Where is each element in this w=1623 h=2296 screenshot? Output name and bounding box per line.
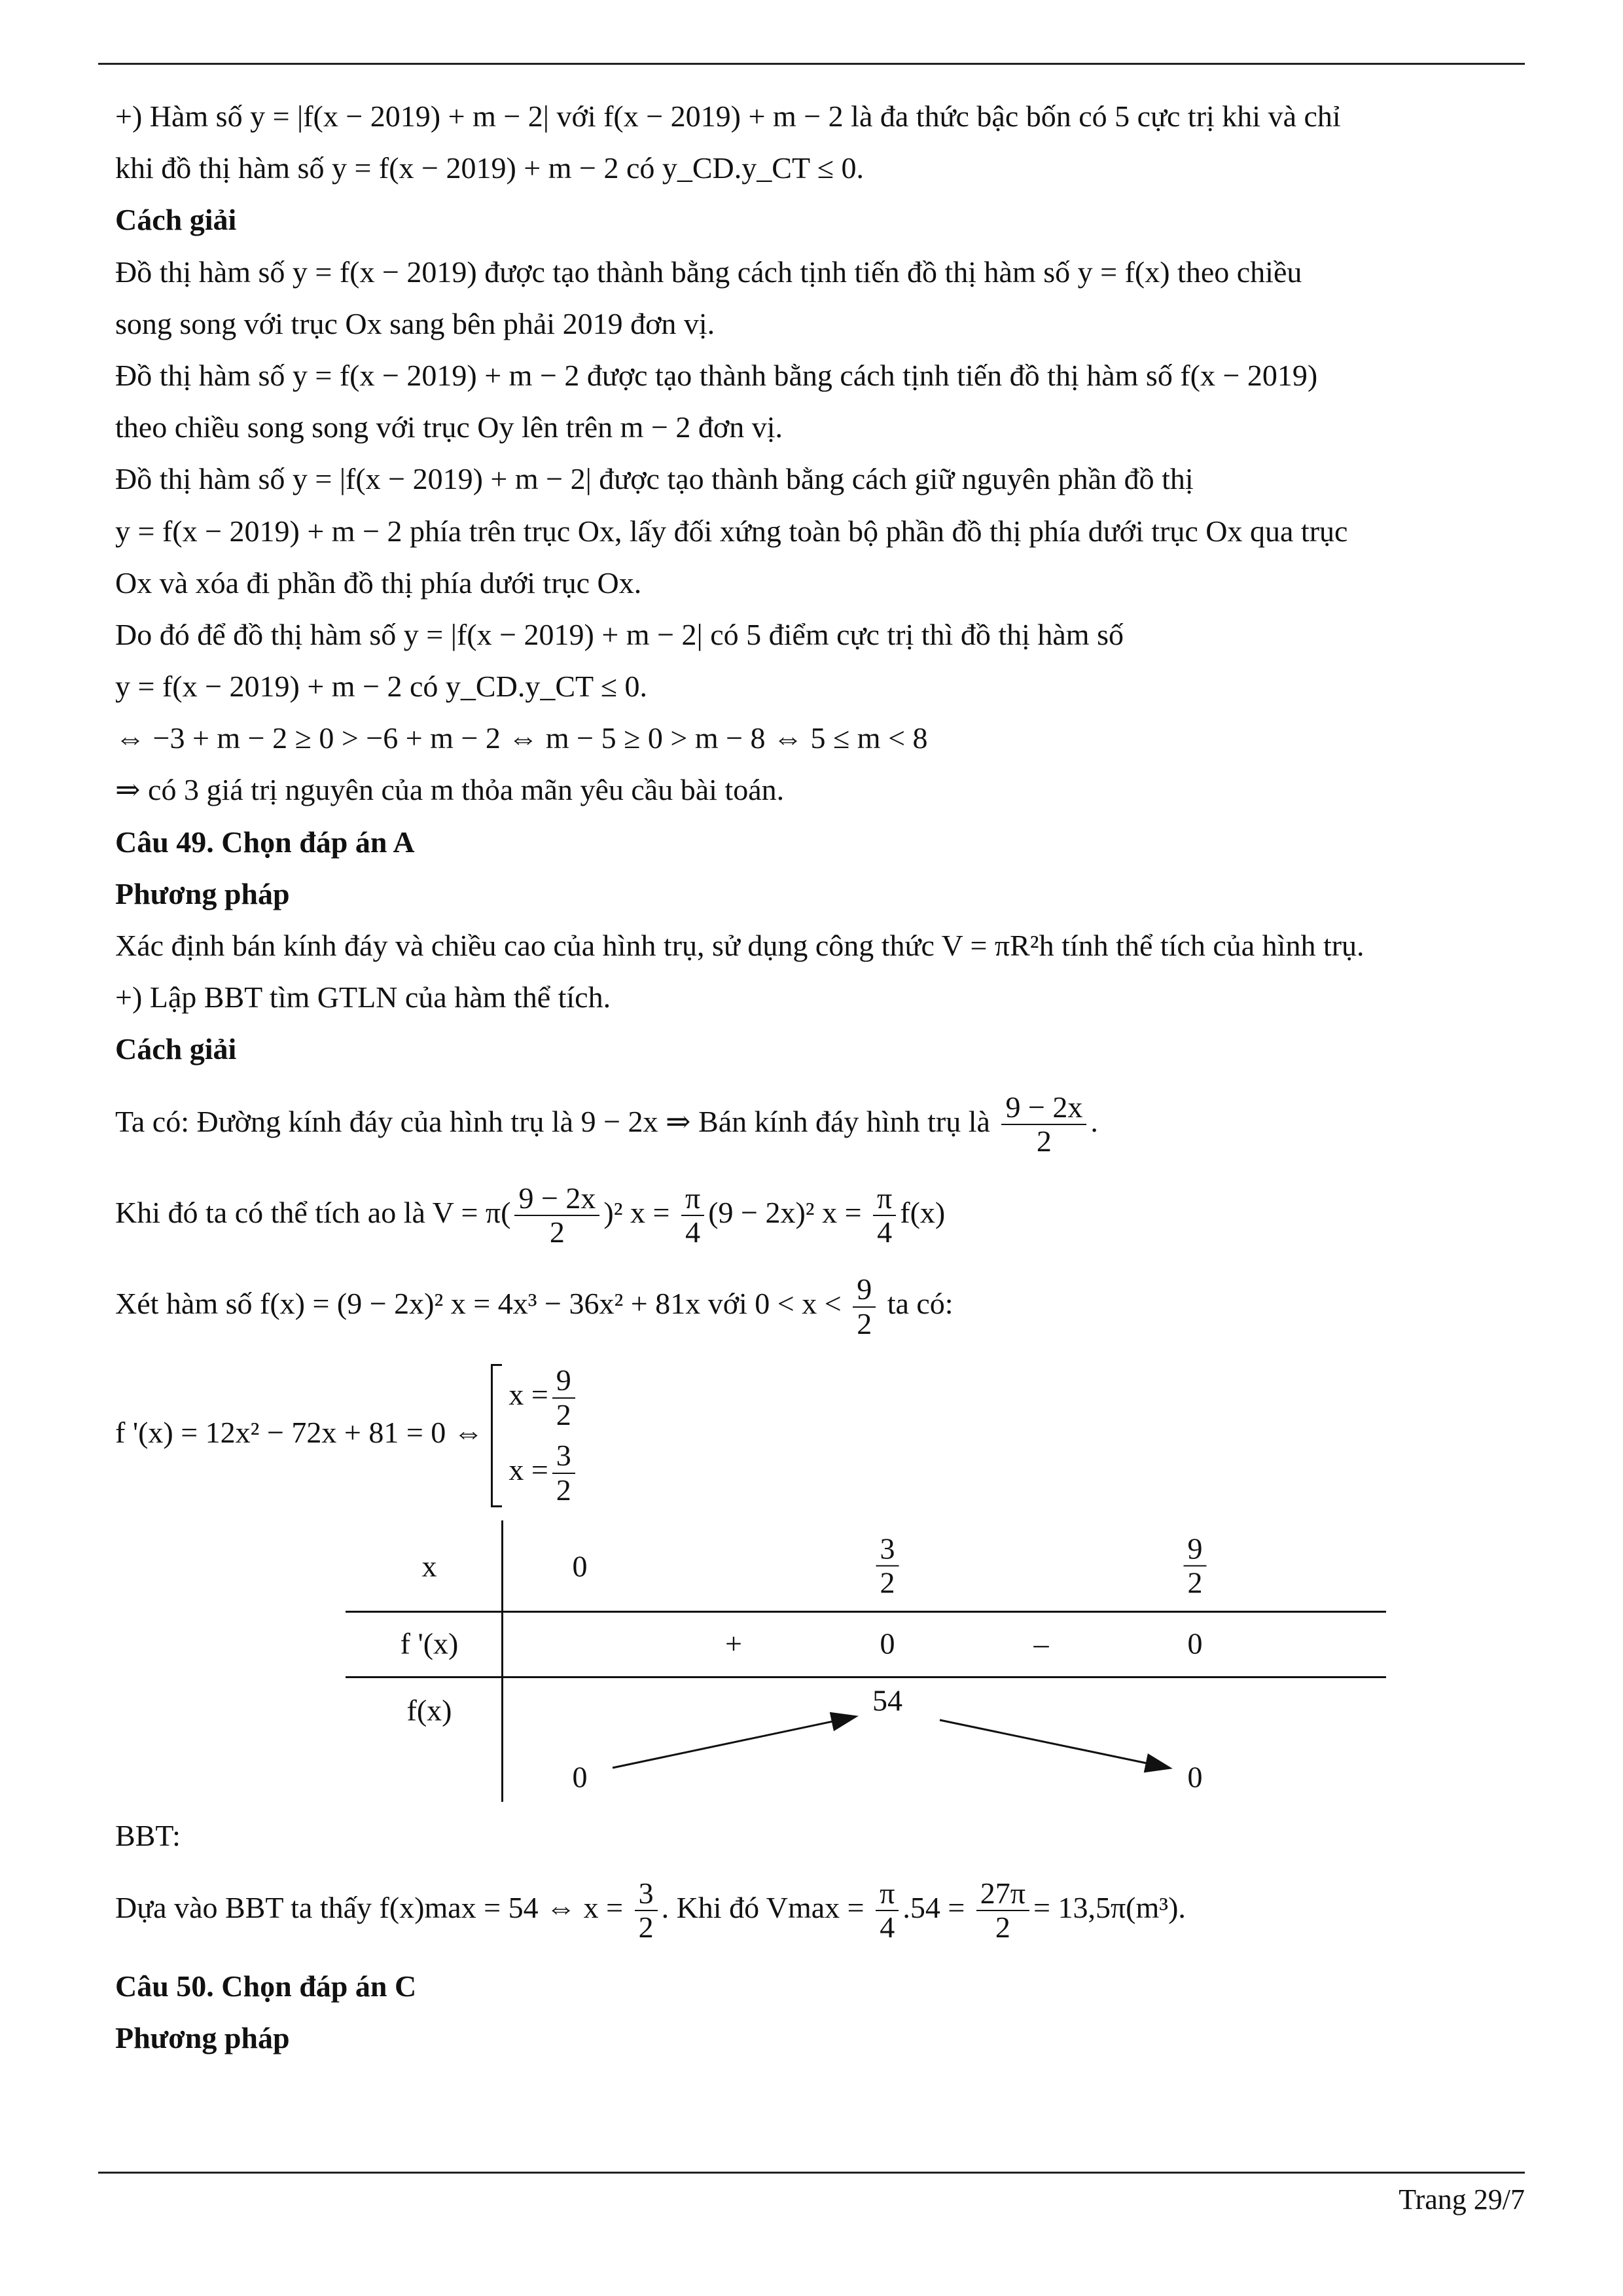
page-number: Trang 29/7 [1399,2183,1525,2215]
paragraph-line: ⇒ có 3 giá trị nguyên của m thỏa mãn yêu cầu bài toán. [115,773,785,807]
solution-system [491,1364,579,1507]
section-heading: Cách giải [115,203,237,237]
diameter-line: Ta có: Đường kính đáy của hình trụ là 9 − 2x ⇒ Bán kính đáy hình trụ là $\frac{9 - 2x}{2}$ . [115,1090,1098,1158]
function-line: Xét hàm số f(x) = (9 − 2x)² x = 4x³ − 36x² + 81x với 0 < x < $\frac{9}{2}$ ta có: [115,1272,954,1340]
fraction: $\frac{9}{2}$ [853,1273,876,1340]
fraction: $\frac{27\pi}{2}$ [976,1877,1029,1945]
conclusion-line: Dựa vào BBT ta thấy f(x)max = 54 ⇔ x = $\frac{3}{2}$ . Khi đó Vmax = $\frac{\pi}{4}$ .54 = $\frac{27\pi}{2}$ = 13,5π(m³). [115,1876,1186,1945]
header-rule [98,63,1525,65]
fraction: $\frac{\pi}{4}$ [681,1182,704,1249]
paragraph-line: Đồ thị hàm số y = f(x − 2019) + m − 2 được tạo thành bằng cách tịnh tiến đồ thị hàm số f(x − 2019) [115,358,1318,392]
f-start-value: 0 [572,1759,588,1793]
decreasing-arrow [940,1720,1169,1768]
paragraph-line: y = f(x − 2019) + m − 2 có y_CD.y_CT ≤ 0. [115,670,648,704]
fraction: $\frac{\pi}{4}$ [876,1877,899,1945]
sign-zero: 0 [1187,1626,1203,1660]
question-heading: Câu 50. Chọn đáp án C [115,1969,417,2003]
solution-case: x = $\frac{3}{2}$ [508,1439,579,1507]
x-start: 0 [572,1549,588,1583]
paragraph-line: Do đó để đồ thị hàm số y = |f(x − 2019) + m − 2| có 5 điểm cực trị thì đồ thị hàm số [115,617,1124,651]
document-body [115,98,1516,2056]
f-max-value: 54 [872,1683,902,1717]
paragraph-line: khi đồ thị hàm số y = f(x − 2019) + m − 2 có y_CD.y_CT ≤ 0. [115,151,864,185]
row-label-fprime: f '(x) [400,1626,459,1660]
row-label-f: f(x) [406,1693,452,1727]
derivative-line: f '(x) = 12x² − 72x + 81 = 0 ⇔ x = $\frac{9}{2}$ x = $\frac{3}{2}$ [115,1364,1516,1507]
bbt-caption: BBT: [115,1818,181,1852]
section-heading: Cách giải [115,1032,237,1066]
paragraph-line: +) Lập BBT tìm GTLN của hàm thể tích. [115,980,611,1014]
x-critical: $\frac{3}{2}$ [872,1532,903,1600]
f-end-value: 0 [1187,1759,1203,1793]
paragraph-line: Đồ thị hàm số y = |f(x − 2019) + m − 2| được tạo thành bằng cách giữ nguyên phần đồ thị [115,462,1194,496]
row-label-x: x [421,1549,437,1583]
x-end: $\frac{9}{2}$ [1180,1532,1211,1600]
footer-rule [98,2172,1525,2174]
fraction: $\frac{\pi}{4}$ [873,1182,896,1249]
fraction: $\frac{9 - 2x}{2}$ [1001,1091,1086,1158]
volume-line: Khi đó ta có thể tích ao là V = π( $\frac{9 - 2x}{2}$ )² x = $\frac{\pi}{4}$ (9 − 2x)² x = $\frac{\pi}{4}$ f(x) [115,1181,946,1249]
sign-plus: + [725,1626,742,1660]
paragraph-line: +) Hàm số y = |f(x − 2019) + m − 2| với f(x − 2019) + m − 2 là đa thức bậc bốn có 5 cực trị khi và chỉ [115,99,1341,133]
variation-table [115,1520,1516,1802]
paragraph-line: theo chiều song song với trục Oy lên trên m − 2 đơn vị. [115,410,783,444]
fraction: $\frac{9 - 2x}{2}$ [514,1182,599,1249]
sign-minus: – [1033,1626,1049,1660]
section-heading: Phương pháp [115,876,290,910]
paragraph-line: Đồ thị hàm số y = f(x − 2019) được tạo thành bằng cách tịnh tiến đồ thị hàm số y = f(x) theo chiều [115,255,1302,289]
paragraph-line: Ox và xóa đi phần đồ thị phía dưới trục Ox. [115,565,642,600]
fraction: $\frac{3}{2}$ [635,1877,658,1945]
solution-case: x = $\frac{9}{2}$ [508,1364,579,1431]
section-heading: Phương pháp [115,2021,290,2055]
equation-line: ⇔ −3 + m − 2 ≥ 0 > −6 + m − 2 ⇔ m − 5 ≥ 0 > m − 8 ⇔ 5 ≤ m < 8 [115,721,928,755]
sign-zero: 0 [880,1626,895,1660]
paragraph-line: y = f(x − 2019) + m − 2 phía trên trục Ox, lấy đối xứng toàn bộ phần đồ thị phía dưới trục Ox qua trục [115,514,1348,548]
variation-arrows [115,1520,1516,1802]
paragraph-line: song song với trục Ox sang bên phải 2019 đơn vị. [115,306,715,340]
increasing-arrow [613,1717,855,1768]
bracket [491,1364,502,1507]
question-heading: Câu 49. Chọn đáp án A [115,825,415,859]
paragraph-line: Xác định bán kính đáy và chiều cao của hình trụ, sử dụng công thức V = πR²h tính thể tích của hình trụ. [115,929,1364,962]
